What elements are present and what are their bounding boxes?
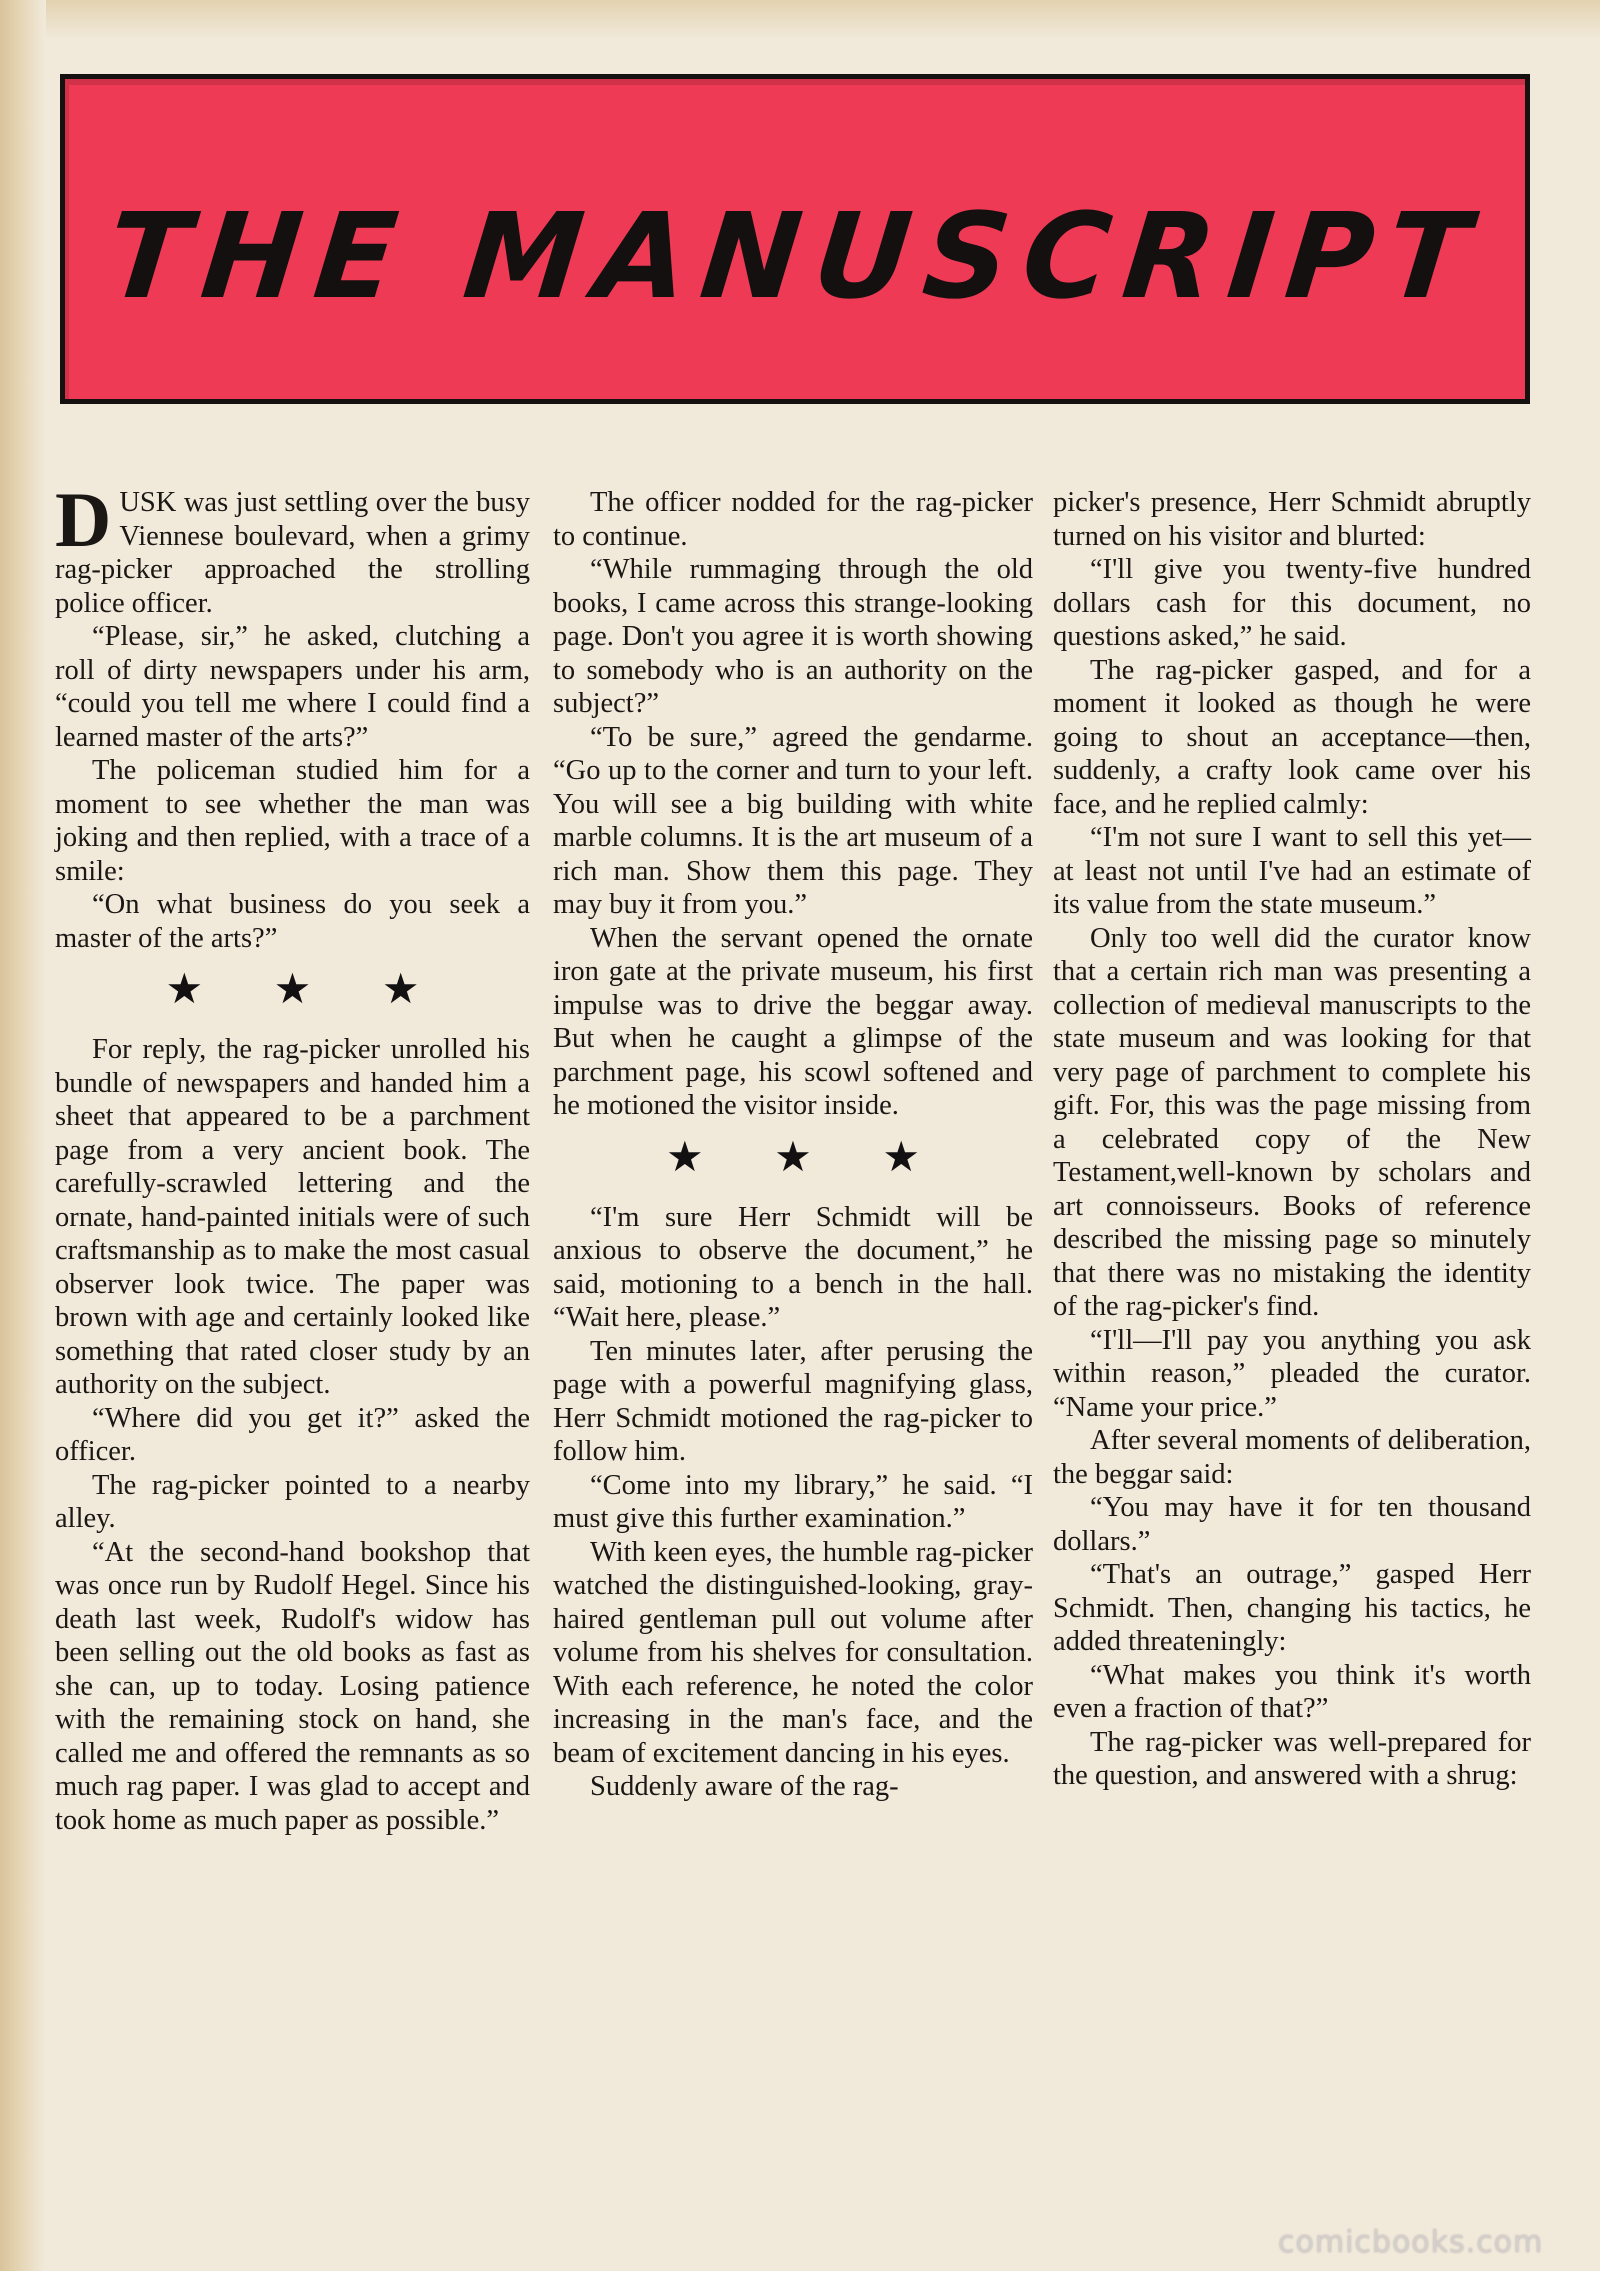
paragraph: “What makes you think it's worth even a fraction of that?”	[1053, 1659, 1531, 1724]
site-watermark: comicbooks.com	[1278, 2225, 1544, 2260]
paragraph: The rag-picker was well-prepared for the question, and answered with a shrug:	[1053, 1726, 1531, 1791]
paragraph: picker's presence, Herr Schmidt abruptly turned on his visitor and blurted:	[1053, 487, 1531, 552]
paragraph: “I'm sure Herr Schmidt will be anxious to observe the document,” he said, motioning to a bench in the hall. “Wait here, please.”	[553, 1201, 1033, 1333]
paragraph-text: USK was just settling over the busy Viennese boulevard, when a grimy rag-picker approached the strolling police officer.	[55, 487, 530, 619]
paragraph: “I'll—I'll pay you anything you ask within reason,” pleaded the curator. “Name your price.”	[1053, 1324, 1531, 1423]
paragraph: “That's an outrage,” gasped Herr Schmidt. Then, changing his tactics, he added threateningly:	[1053, 1559, 1531, 1657]
paragraph: “You may have it for ten thousand dollars.”	[1053, 1492, 1531, 1557]
page-top-edge	[0, 0, 1600, 40]
title-banner	[60, 74, 1530, 404]
paragraph: Only too well did the curator know that a certain rich man was presenting a collection of medieval manuscripts to the state museum and was looking for that very page of parchment to complete his gift. For, this was the page missing from a celebrated copy of the New Testament,well-known by scholars and art connoisseurs. Books of reference described the missing page so minutely that there was no mistaking the identity of the rag-picker's find.	[1053, 922, 1531, 1322]
paragraph: “I'm not sure I want to sell this yet—at least not until I've had an estimate of its value from the state museum.”	[1053, 822, 1531, 920]
drop-cap: D	[55, 476, 112, 563]
text-column-3	[1053, 486, 1531, 1793]
paragraph: “Please, sir,” he asked, clutching a roll of dirty newspapers under his arm, “could you tell me where I could find a learned master of the arts?”	[55, 621, 530, 753]
paragraph: “On what business do you seek a master of the arts?”	[55, 889, 530, 954]
paragraph: The rag-picker pointed to a nearby alley.	[55, 1469, 530, 1534]
paragraph: “I'll give you twenty-five hundred dollars cash for this document, no questions asked,” he said.	[1053, 554, 1531, 652]
paragraph: “To be sure,” agreed the gendarme. “Go up to the corner and turn to your left. You will see a big building with white marble columns. It is the art museum of a rich man. Show them this page. They may buy it from you.”	[553, 721, 1033, 920]
paragraph: “While rummaging through the old books, I came across this strange-looking page. Don't you agree it is worth showing to somebody who is an authority on the subject?”	[553, 554, 1033, 719]
paragraph: Ten minutes later, after perusing the page with a powerful magnifying glass, Herr Schmidt motioned the rag-picker to follow him.	[553, 1335, 1033, 1467]
text-column-2	[553, 486, 1033, 1804]
paragraph: When the servant opened the ornate iron gate at the private museum, his first impulse was to drive the beggar away. But when he caught a glimpse of the parchment page, his scowl softened and he motioned the visitor inside.	[553, 922, 1033, 1121]
story-title: THE MANUSCRIPT	[100, 187, 1490, 325]
paragraph: With keen eyes, the humble rag-picker watched the distinguished-looking, gray-haired gentleman pull out volume after volume from his shelves for consultation. With each reference, he noted the color increasing in the man's face, and the beam of excitement dancing in his eyes.	[553, 1536, 1033, 1769]
paragraph: After several moments of deliberation, the beggar said:	[1053, 1425, 1531, 1490]
paragraph: The rag-picker gasped, and for a moment it looked as though he were going to shout an acceptance—then, suddenly, a crafty look came over his face, and he replied calmly:	[1053, 654, 1531, 820]
paragraph: “Come into my library,” he said. “I must give this further examination.”	[553, 1469, 1033, 1534]
section-break-stars: ★ ★ ★	[666, 1134, 950, 1181]
paragraph: “Where did you get it?” asked the officer.	[55, 1402, 530, 1467]
paragraph: Suddenly aware of the rag-	[590, 1771, 899, 1802]
paragraph: The policeman studied him for a moment to see whether the man was joking and then replied, with a trace of a smile:	[55, 755, 530, 887]
paragraph	[55, 476, 530, 620]
page-left-edge	[0, 0, 46, 2271]
text-column-1	[55, 476, 530, 1837]
paragraph: The officer nodded for the rag-picker to continue.	[553, 487, 1033, 552]
paragraph: “At the second-hand bookshop that was once run by Rudolf Hegel. Since his death last week, Rudolf's widow has been selling out the old books as fast as she can, up to today. Losing patience with the remaining stock on hand, she called me and offered the remnants as so much rag paper. I was glad to accept and took home as much paper as possible.”	[55, 1536, 530, 1836]
section-break-stars: ★ ★ ★	[165, 967, 450, 1013]
paragraph: For reply, the rag-picker unrolled his bundle of newspapers and handed him a sheet that appeared to be a parchment page from a very ancient book. The carefully-scrawled lettering and the ornate, hand-painted initials were of such craftsmanship as to make the most casual observer look twice. The paper was brown with age and certainly looked like something that rated closer study by an authority on the subject.	[55, 1034, 530, 1400]
